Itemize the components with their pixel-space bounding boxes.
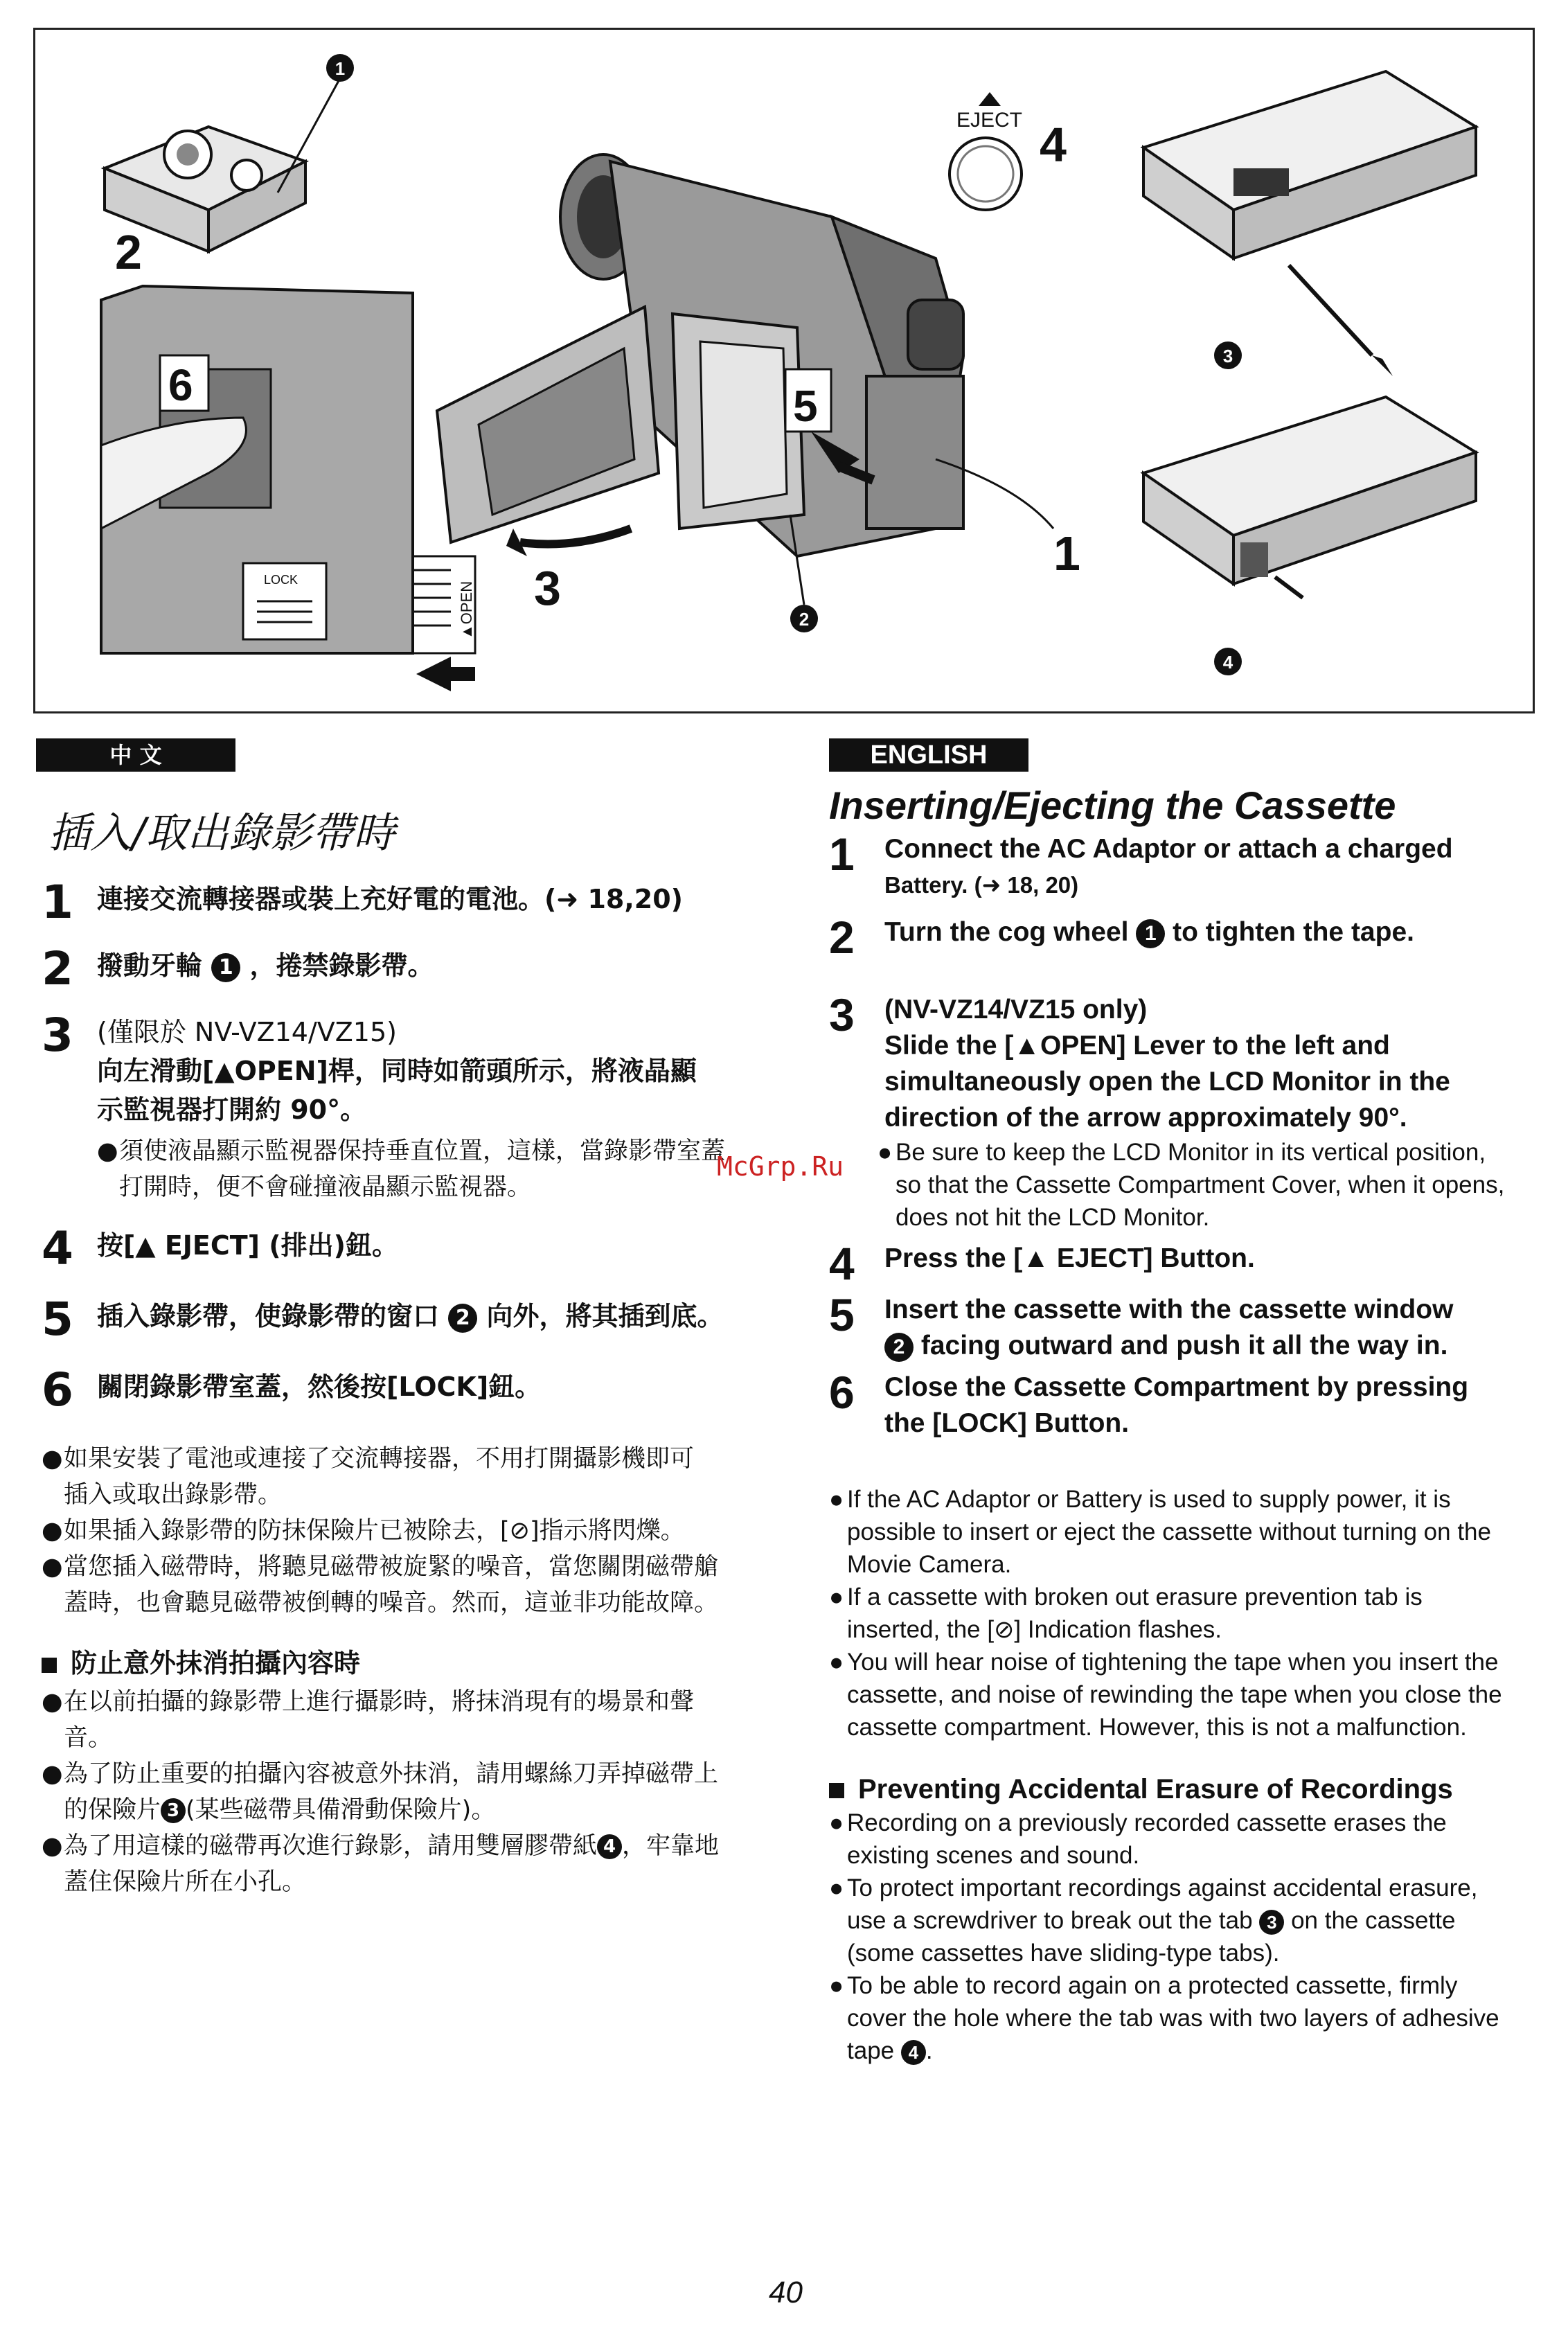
en-step-text: the [LOCK] Button. — [884, 1408, 1130, 1438]
en-step-text: Battery. (➜ 18, 20) — [884, 872, 1079, 898]
en-step-number: 1 — [829, 828, 855, 880]
en-step-number: 5 — [829, 1289, 855, 1340]
bullet-icon: ● — [97, 1137, 118, 1165]
en-step-text: (NV-VZ14/VZ15 only) — [884, 995, 1148, 1024]
zh-note-text: ，牢靠地 — [622, 1832, 720, 1860]
en-note-text: cover the hole where the tab was with two layers of adhesive — [847, 2005, 1499, 2032]
en-step-number: 6 — [829, 1367, 855, 1418]
zh-note-text: 如果安裝了電池或連接了交流轉接器，不用打開攝影機即可 — [64, 1445, 695, 1473]
en-notes — [829, 1483, 1522, 1744]
en-step-text: Close the Cassette Compartment by pressing — [884, 1372, 1469, 1402]
en-note-text: possible to insert or eject the cassette without turning on the — [847, 1518, 1491, 1545]
en-step-number: 4 — [829, 1238, 855, 1289]
zh-step-text: 向外，將其插到底。 — [486, 1301, 724, 1331]
en-step-number: 2 — [829, 912, 855, 963]
bullet-icon: ● — [42, 1760, 63, 1788]
en-heading: Preventing Accidental Erasure of Recordings — [829, 1774, 1522, 1805]
zh-note-text: 須使液晶顯示監視器保持垂直位置，這樣，當錄影帶室蓋 — [119, 1137, 726, 1165]
en-note-text: Movie Camera. — [847, 1551, 1012, 1578]
bullet-icon: ● — [829, 1972, 844, 1999]
zh-step-text: (僅限於 NV-VZ14/VZ15) — [97, 1017, 397, 1047]
bullet-icon: ● — [42, 1688, 63, 1716]
zh-note-text: (某些磁帶具備滑動保險片)。 — [186, 1796, 496, 1824]
en-note-text: You will hear noise of tightening the tape when you insert the — [847, 1649, 1499, 1676]
callout-badge: 2 — [884, 1333, 914, 1362]
zh-step-text: 連接交流轉接器或裝上充好電的電池。(➜ 18,20) — [97, 884, 684, 914]
en-step-2 — [829, 912, 1522, 963]
zh-step-number: 5 — [42, 1293, 73, 1346]
zh-step-text: 向左滑動[▲OPEN]桿，同時如箭頭所示，將液晶顯 — [97, 1056, 697, 1086]
bullet-icon: ● — [829, 1874, 844, 1901]
illustration-frame — [33, 28, 1535, 713]
bullet-icon: ● — [829, 1649, 844, 1676]
figure-step-6-label: 6 — [168, 360, 193, 410]
bullet-icon: ● — [829, 1584, 844, 1611]
zh-note-text: 的保險片 — [64, 1796, 161, 1824]
callout-badge: 1 — [211, 953, 240, 982]
en-note-text: cassette compartment. However, this is not a malfunction. — [847, 1714, 1467, 1741]
bullet-icon: ● — [829, 1486, 844, 1513]
zh-heading-notes — [42, 1684, 776, 1900]
camcorder-illustration — [35, 30, 1533, 711]
bullet-icon: ● — [42, 1517, 63, 1545]
en-step-text: direction of the arrow approximately 90°. — [884, 1103, 1407, 1133]
zh-step-1 — [42, 876, 776, 929]
page-number: 40 — [769, 2276, 803, 2309]
en-note-text: (some cassettes have sliding-type tabs). — [847, 1940, 1280, 1967]
en-note-text: on the cassette — [1291, 1907, 1456, 1934]
en-note-text: does not hit the LCD Monitor. — [896, 1204, 1210, 1231]
zh-step-number: 4 — [42, 1222, 73, 1275]
en-step-text: Connect the AC Adaptor or attach a charged — [884, 834, 1453, 864]
callout-badge: 2 — [448, 1304, 477, 1333]
zh-step-number: 6 — [42, 1363, 73, 1417]
english-steps — [829, 828, 1522, 2067]
en-step-text: Turn the cog wheel — [884, 917, 1129, 947]
zh-note-text: 蓋時，也會聽見磁帶被倒轉的噪音。然而，這並非功能故障。 — [64, 1589, 719, 1617]
lcd-monitor-illustration — [437, 307, 659, 542]
figure-step-4-label: 4 — [1040, 118, 1067, 172]
zh-note-text: 如果插入錄影帶的防抹保險片已被除去，[⊘]指示將閃爍。 — [64, 1517, 685, 1545]
chinese-section-tag: 中 文 — [36, 738, 235, 772]
en-step-text: to tighten the tape. — [1173, 917, 1414, 947]
zh-step-number: 1 — [42, 876, 73, 929]
english-section-tag: ENGLISH — [829, 738, 1028, 772]
en-note-text: Be sure to keep the LCD Monitor in its vertical position, — [896, 1139, 1486, 1166]
zh-step-3 — [42, 1009, 776, 1205]
bullet-icon: ● — [42, 1553, 63, 1581]
zh-note-text: 音。 — [64, 1724, 113, 1752]
chinese-steps — [42, 876, 776, 1900]
en-note-text: inserted, the [⊘] Indication flashes. — [847, 1616, 1222, 1643]
eject-label: EJECT — [956, 109, 1023, 132]
zh-note-text: 插入或取出錄影帶。 — [64, 1481, 283, 1509]
zh-note-text: 在以前拍攝的錄影帶上進行攝影時，將抹消現有的場景和聲 — [64, 1688, 695, 1716]
zh-step-text: 示監視器打開約 90°。 — [97, 1094, 367, 1125]
en-note-text: tape — [847, 2037, 895, 2064]
figure-step-2-label: 2 — [115, 225, 142, 279]
figure-step-3-label: 3 — [534, 561, 561, 615]
bullet-icon: ● — [829, 1809, 844, 1836]
en-note-text: To protect important recordings against accidental erasure, — [847, 1874, 1478, 1901]
en-step-1 — [829, 828, 1522, 903]
en-step-5 — [829, 1289, 1522, 1364]
en-note-text: cassette, and noise of rewinding the tape when you close the — [847, 1681, 1502, 1708]
en-heading-notes — [829, 1807, 1522, 2067]
callout-badge: 3 — [161, 1798, 186, 1823]
en-note-text: To be able to record again on a protected cassette, firmly — [847, 1972, 1458, 1999]
en-step-6 — [829, 1369, 1522, 1442]
en-note-text: use a screwdriver to break out the tab — [847, 1907, 1253, 1934]
zh-note-text: 打開時，便不會碰撞液晶顯示監視器。 — [119, 1173, 532, 1201]
zh-notes — [42, 1441, 776, 1621]
callout-3-label: 3 — [1222, 346, 1233, 366]
callout-4-label: 4 — [1222, 652, 1233, 673]
callout-2-label: 2 — [799, 609, 810, 630]
en-note-text: so that the Cassette Compartment Cover, when it opens, — [896, 1171, 1505, 1198]
bullet-icon: ● — [42, 1445, 63, 1473]
zh-step-number: 3 — [42, 1009, 73, 1062]
lock-button-inset — [101, 286, 413, 653]
callout-badge: 4 — [901, 2040, 926, 2065]
bullet-icon: ● — [42, 1832, 63, 1860]
en-step-text: facing outward and push it all the way in. — [920, 1331, 1448, 1360]
cassette-tab-break-illustration — [1143, 71, 1476, 376]
zh-step-5 — [42, 1293, 776, 1346]
zh-step-text: 撥動牙輪 — [97, 950, 203, 981]
en-note-text: . — [925, 2037, 933, 2064]
en-step-4 — [829, 1238, 1522, 1289]
callout-badge: 3 — [1259, 1910, 1284, 1935]
en-note-text: existing scenes and sound. — [847, 1842, 1140, 1869]
zh-step-6 — [42, 1363, 776, 1417]
figure-step-5-label: 5 — [793, 381, 818, 431]
en-step-text: Insert the cassette with the cassette window — [884, 1295, 1454, 1324]
zh-step-text: 插入錄影帶，使錄影帶的窗口 — [97, 1301, 440, 1331]
en-note-text: Recording on a previously recorded cassette erases the — [847, 1809, 1447, 1836]
zh-note-text: 當您插入磁帶時，將聽見磁帶被旋緊的噪音，當您關閉磁帶艙 — [64, 1553, 719, 1581]
square-bullet-icon — [42, 1658, 57, 1673]
square-bullet-icon — [829, 1783, 844, 1798]
callout-1-top-label: 1 — [335, 58, 346, 79]
zh-step-text: 按[▲ EJECT] (排出)鈕。 — [97, 1230, 399, 1261]
open-lever-label: ▲OPEN — [458, 580, 475, 639]
zh-step-text: ，捲禁錄影帶。 — [249, 950, 434, 981]
zh-heading: 防止意外抹消拍攝內容時 — [42, 1642, 776, 1680]
lock-label: LOCK — [264, 573, 299, 587]
figure-step-1-label: 1 — [1053, 526, 1080, 580]
en-step-number: 3 — [829, 989, 855, 1040]
chinese-page-title: 插入/取出錄影帶時 — [48, 809, 395, 858]
zh-note-text: 蓋住保險片所在小孔。 — [64, 1868, 307, 1896]
zh-step-number: 2 — [42, 942, 73, 995]
callout-badge: 4 — [597, 1834, 622, 1859]
zh-step-text: 關閉錄影帶室蓋，然後按[LOCK]鈕。 — [97, 1372, 542, 1402]
en-step-text: Press the [▲ EJECT] Button. — [884, 1243, 1255, 1273]
zh-step-2 — [42, 942, 776, 995]
cassette-tape-cover-illustration — [1143, 397, 1476, 598]
zh-note-text: 為了用這樣的磁帶再次進行錄影，請用雙層膠帶紙 — [64, 1832, 598, 1860]
english-page-title: Inserting/Ejecting the Cassette — [829, 783, 1396, 827]
en-step-3 — [829, 989, 1522, 1234]
en-note-text: If the AC Adaptor or Battery is used to supply power, it is — [847, 1486, 1451, 1513]
en-step-text: Slide the [▲OPEN] Lever to the left and — [884, 1031, 1390, 1061]
en-step-text: simultaneously open the LCD Monitor in the — [884, 1067, 1450, 1097]
en-note-text: If a cassette with broken out erasure prevention tab is — [847, 1584, 1423, 1611]
callout-badge: 1 — [1136, 919, 1165, 948]
zh-step-4 — [42, 1222, 776, 1275]
zh-note-text: 為了防止重要的拍攝內容被意外抹消，請用螺絲刀弄掉磁帶上 — [64, 1760, 719, 1788]
watermark: McGrp.Ru — [717, 1151, 844, 1182]
bullet-icon: ● — [877, 1139, 893, 1166]
